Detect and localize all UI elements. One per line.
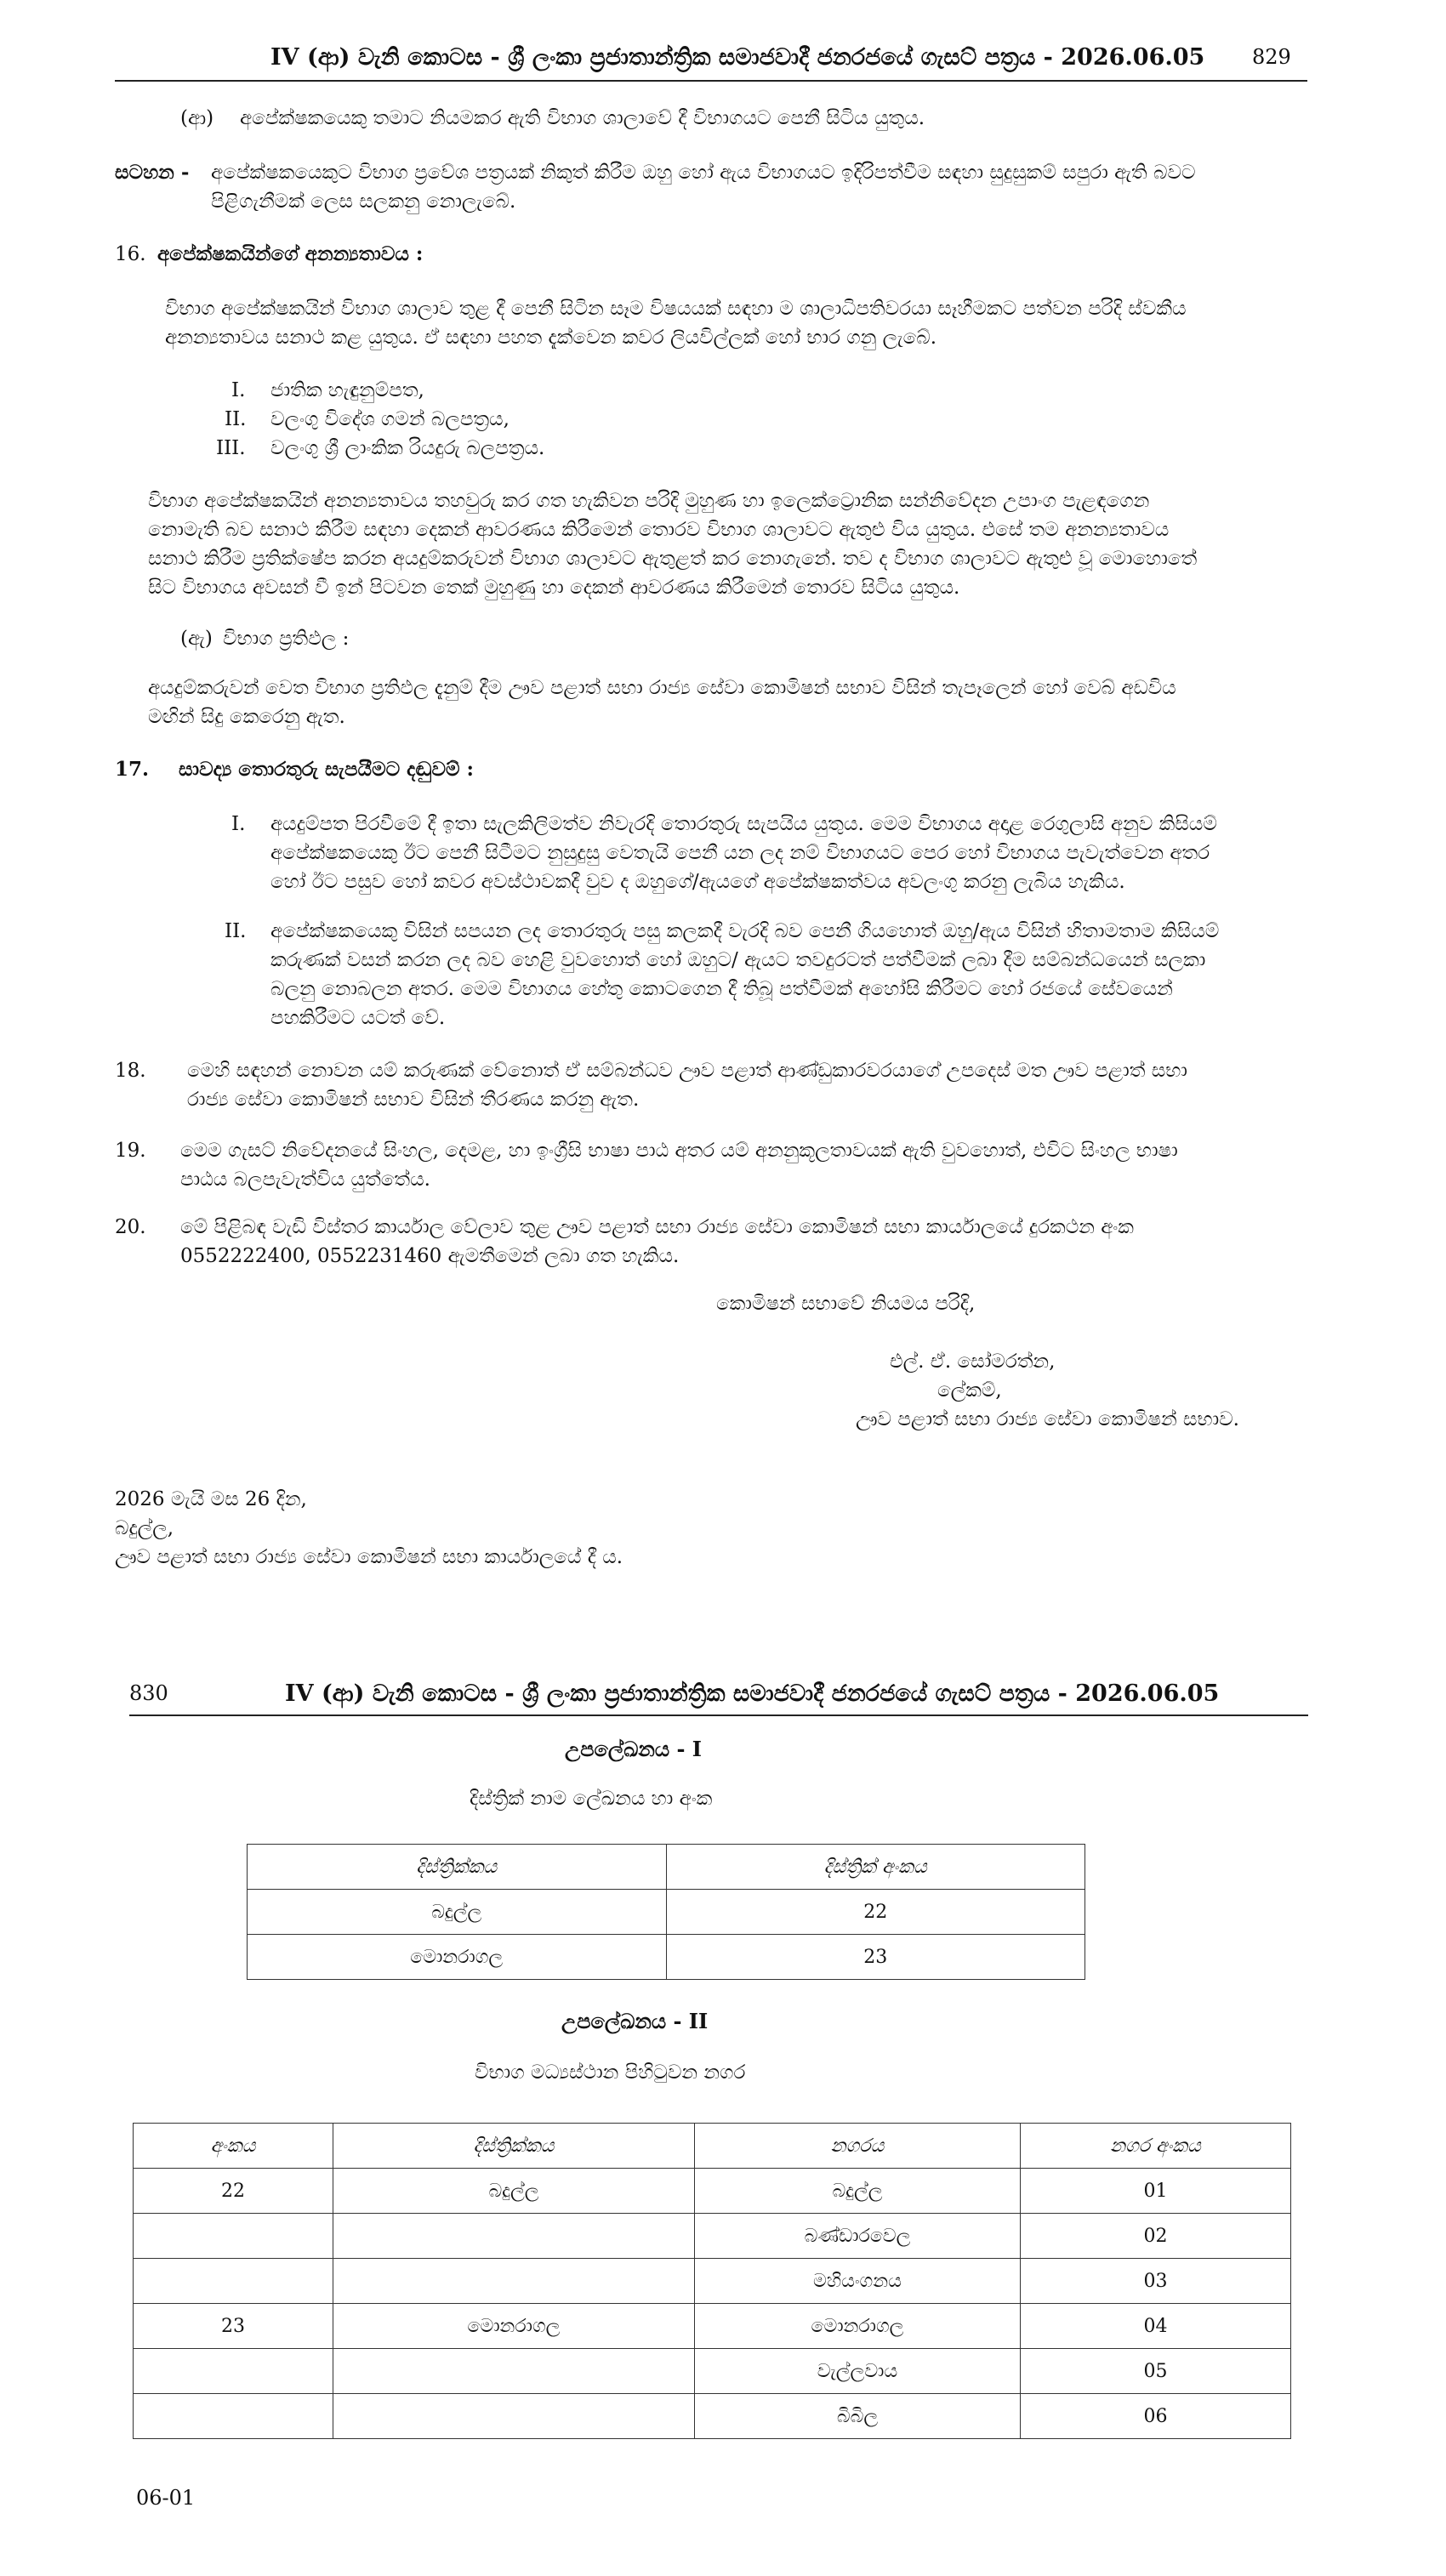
- district-cell: [333, 2214, 695, 2259]
- section-number: 16.: [115, 243, 146, 265]
- paragraph-line: රාජ්‍ය සේවා කොමිෂන් සභාව විසින් තීරණය කරනු ඇත.: [187, 1089, 640, 1111]
- district-cell: [333, 2259, 695, 2304]
- section-title: අපේක්ෂකයින්ගේ අනන්‍යතාවය :: [157, 242, 424, 265]
- table-header-row: [134, 2124, 1291, 2169]
- number-cell: [134, 2214, 333, 2259]
- paragraph-line: නොමැති බව සනාථ කිරීම සඳහා දෙකන් ආවරණය කිරීමෙන් තොරව විභාග ශාලාවට ඇතුළු විය යුතුය. එසේ තම අනන්‍යතාවය: [148, 519, 1170, 541]
- paragraph-line: කරුණක් වසන් කරන ලද බව හෙළි වුවහොත් හෝ ඔහුට/ ඇයට තවදුරටත් පත්වීමක් ලබා දීම සම්බන්ධයෙන් සලකා: [270, 949, 1206, 971]
- paragraph-line: විභාග අපේක්ෂකයින් අනන්‍යතාවය තහවුරු කර ගත හැකිවන පරිදි මුහුණ හා ඉලෙක්ට්‍රොනික සන්නිවේදන උපාංග පැළඳගෙන: [148, 490, 1150, 512]
- paragraph-line: පාඨය බලපැවැත්විය යුත්තේය.: [180, 1169, 430, 1191]
- page-header: IV (ආ) වැනි කොටස - ශ්‍රී ලංකා ප්‍රජාතාන්ත්‍රික සමාජවාදී ජනරජයේ ගැසට් පත්‍රය - 2026.06.05: [270, 44, 1205, 71]
- district-cell: [333, 2349, 695, 2394]
- list-item: ජාතික හැඳුනුම්පත,: [270, 379, 424, 401]
- town-cell: මහියංගනය: [695, 2259, 1021, 2304]
- date-line: 2026 මැයි මස 26 දින,: [115, 1488, 307, 1510]
- table-row: [134, 2304, 1291, 2349]
- district-number-cell: 23: [666, 1935, 1085, 1980]
- town-cell: බදුල්ල: [695, 2169, 1021, 2214]
- district-cell: බදුල්ල: [333, 2169, 695, 2214]
- header-rule: [115, 80, 1307, 82]
- list-number: II.: [225, 408, 247, 430]
- item-label: (ඇ): [180, 628, 213, 650]
- signatory-name: එල්. ඒ. සෝමරත්න,: [890, 1351, 1056, 1373]
- paragraph-line: පහකිරීමට යටත් වේ.: [270, 1007, 446, 1029]
- page-number: 829: [1252, 45, 1291, 69]
- paragraph-line: හෝ ඊට පසුව හෝ කවර අවස්ථාවකදී වුව ද ඔහුගේ/ඇයගේ අපේක්ෂකත්වය අවලංගු කරනු ලැබිය හැකිය.: [270, 871, 1125, 893]
- number-cell: [134, 2349, 333, 2394]
- item-text: අපේක්ෂකයෙකු තමාට නියමකර ඇති විභාග ශාලාවේ දී විභාගයට පෙනී සිටිය යුතුය.: [240, 107, 925, 129]
- footer-code: 06-01: [136, 2486, 196, 2510]
- paragraph-line: සනාථ කිරීම ප්‍රතික්ෂේප කරන අයදුම්කරුවන් විභාග ශාලාවට ඇතුළත් කර නොගැනේ. තව ද විභාග ශාලාවට ඇතුළු වූ මොහොතේ: [148, 548, 1198, 570]
- note-line: අපේක්ෂකයෙකුට විභාග ප්‍රවේශ පත්‍රයක් නිකුත් කිරීම ඔහු හෝ ඇය විභාගයට ඉදිරිපත්වීම සඳහා සුදුසුකම් සපුරා ඇති බවට: [211, 162, 1196, 184]
- place-line: බදුල්ල,: [115, 1517, 174, 1539]
- town-cell: බිබිල: [695, 2394, 1021, 2439]
- district-cell: [333, 2394, 695, 2439]
- office-line: ඌව පළාත් සභා රාජ්‍ය සේවා කොමිෂන් සභා කාර්යාලයේ දී ය.: [115, 1546, 623, 1568]
- page-header: IV (ආ) වැනි කොටස - ශ්‍රී ලංකා ප්‍රජාතාන්ත්‍රික සමාජවාදී ජනරජයේ ගැසට් පත්‍රය - 2026.06.05: [285, 1680, 1220, 1707]
- paragraph-line: 0552222400, 0552231460 ඇමතීමෙන් ලබා ගත හැකිය.: [180, 1245, 680, 1267]
- table-row: [134, 2394, 1291, 2439]
- list-number: II.: [225, 920, 247, 942]
- table-row: [134, 2169, 1291, 2214]
- district-cell: මොනරාගල: [248, 1935, 667, 1980]
- district-table: [247, 1844, 1085, 1980]
- district-cell: බදුල්ල: [248, 1890, 667, 1935]
- town-number-cell: 02: [1021, 2214, 1291, 2259]
- town-number-cell: 04: [1021, 2304, 1291, 2349]
- section-number: 20.: [115, 1216, 146, 1238]
- annex-subtitle: දිස්ත්‍රික් නාම ලේඛනය හා අංක: [470, 1788, 713, 1810]
- table-row: [134, 2349, 1291, 2394]
- town-cell: මොනරාගල: [695, 2304, 1021, 2349]
- paragraph-line: මඟින් සිදු කෙරෙනු ඇත.: [148, 706, 345, 728]
- table-row: [248, 1890, 1085, 1935]
- paragraph-line: අයදුම්කරුවන් වෙත විභාග ප්‍රතිඵල දැනුම් දීම ඌව පළාත් සභා රාජ්‍ය සේවා කොමිෂන් සභාව විසින් තැපෑලෙන් හෝ වෙබ් අඩවිය: [148, 677, 1176, 699]
- town-number-cell: 03: [1021, 2259, 1291, 2304]
- list-number: III.: [216, 437, 246, 459]
- district-cell: මොනරාගල: [333, 2304, 695, 2349]
- order-line: කොමිෂන් සභාවේ නියමය පරිදි,: [716, 1293, 976, 1315]
- number-cell: [134, 2394, 333, 2439]
- town-number-cell: 06: [1021, 2394, 1291, 2439]
- district-number-cell: 22: [666, 1890, 1085, 1935]
- number-cell: [134, 2259, 333, 2304]
- page-number: 830: [129, 1681, 168, 1705]
- annex-title: උපලේඛනය - I: [565, 1737, 703, 1761]
- town-number-cell: 01: [1021, 2169, 1291, 2214]
- number-cell: 22: [134, 2169, 333, 2214]
- section-number: 19.: [115, 1140, 146, 1162]
- paragraph-line: මෙහි සඳහන් නොවන යම් කරුණක් වේනොත් ඒ සම්බන්ධව ඌව පළාත් ආණ්ඩුකාරවරයාගේ උපදෙස් මත ඌව පළාත් සභා: [187, 1060, 1187, 1082]
- column-header: නගරය: [695, 2124, 1021, 2169]
- signatory-title: ලේකම්,: [937, 1379, 1002, 1402]
- town-number-cell: 05: [1021, 2349, 1291, 2394]
- section-number: 18.: [115, 1060, 146, 1082]
- column-header: දිස්ත්‍රික් අංකය: [666, 1845, 1085, 1890]
- paragraph-line: විභාග අපේක්ෂකයින් විභාග ශාලාව තුළ දී පෙනී සිටින සෑම විෂයයක් සඳහා ම ශාලාධිපතිවරයා සෑහීමකට පත්වන පරිදි ස්වකීය: [165, 298, 1187, 320]
- column-header: දිස්ත්‍රික්කය: [333, 2124, 695, 2169]
- column-header: දිස්ත්‍රික්කය: [248, 1845, 667, 1890]
- signatory-office: ඌව පළාත් සභා රාජ්‍ය සේවා කොමිෂන් සභාව.: [856, 1408, 1239, 1430]
- note-label: සටහන -: [115, 161, 190, 184]
- paragraph-line: අනන්‍යතාවය සනාථ කළ යුතුය. ඒ සඳහා පහත දැක්වෙන කවර ලියවිල්ලක් හෝ භාර ගනු ලැබේ.: [165, 327, 937, 349]
- list-number: I.: [231, 813, 246, 835]
- section-title: සාවද්‍ය තොරතුරු සැපයීමට දඬුවම් :: [179, 758, 475, 781]
- column-header: නගර අංකය: [1021, 2124, 1291, 2169]
- paragraph-line: අපේක්ෂකයෙකු ඊට පෙනී සිටීමට නුසුදුසු වෙතැයි පෙනී යන ලද නම් විභාගයට පෙර හෝ විභාගය පැවැත්වෙන අතර: [270, 842, 1210, 864]
- town-cell: වැල්ලවාය: [695, 2349, 1021, 2394]
- section-number: 17.: [115, 758, 150, 781]
- paragraph-line: සිට විභාගය අවසන් වී ඉන් පිටවන තෙක් මුහුණු හා දෙකන් ආවරණය කිරීමෙන් තොරව සිටිය යුතුය.: [148, 577, 960, 599]
- table-row: [134, 2214, 1291, 2259]
- header-rule: [129, 1714, 1308, 1716]
- paragraph-line: බලනු නොබලන අතර. මෙම විභාගය හේතු කොටගෙන දී තිබූ පත්වීමක් අහෝසි කිරීමට හෝ රජයේ සේවයෙන්: [270, 978, 1173, 1000]
- paragraph-line: අයදුම්පත පිරවීමේ දී ඉතා සැලකිලිමත්ව නිවැරදි තොරතුරු සැපයිය යුතුය. මෙම විභාගය අදාළ රෙගුලාසි අනුව කිසියම්: [270, 813, 1217, 835]
- item-label: (ආ): [180, 107, 214, 129]
- paragraph-line: මේ පිළිබඳ වැඩි විස්තර කාර්යාල වේලාව තුළ ඌව පළාත් සභා රාජ්‍ය සේවා කොමිෂන් සභා කාර්යාලයේ දුරකථන අංක: [180, 1216, 1134, 1238]
- number-cell: 23: [134, 2304, 333, 2349]
- column-header: අංකය: [134, 2124, 333, 2169]
- annex-subtitle: විභාග මධ්‍යස්ථාන පිහිටුවන නගර: [475, 2061, 746, 2084]
- paragraph-line: මෙම ගැසට් නිවේදනයේ සිංහල, දෙමළ, හා ඉංග්‍රීසි භාෂා පාඨ අතර යම් අනනුකූලතාවයක් ඇති වුවහොත්, එවිට සිංහල භාෂා: [180, 1140, 1178, 1162]
- annex-title: උපලේඛනය - II: [561, 2009, 709, 2033]
- paragraph-line: අපේක්ෂකයෙකු විසින් සපයන ලද තොරතුරු පසු කලකදී වැරදි බව පෙනී ගියහොත් ඔහු/ඇය විසින් හිතාමතාම කිසියම්: [270, 920, 1220, 942]
- exam-centres-table: [133, 2123, 1291, 2439]
- list-item: වලංගු ශ්‍රී ලාංකික රියදුරු බලපත්‍රය.: [270, 437, 545, 459]
- table-header-row: [248, 1845, 1085, 1890]
- list-item: වලංගු විදේශ ගමන් බලපත්‍රය,: [270, 408, 510, 430]
- town-cell: බණ්ඩාරවෙල: [695, 2214, 1021, 2259]
- table-row: [248, 1935, 1085, 1980]
- note-line: පිළිගැනීමක් ලෙස සලකනු නොලැබේ.: [211, 190, 516, 213]
- item-text: විභාග ප්‍රතිඵල :: [223, 628, 350, 650]
- list-number: I.: [231, 379, 246, 401]
- table-row: [134, 2259, 1291, 2304]
